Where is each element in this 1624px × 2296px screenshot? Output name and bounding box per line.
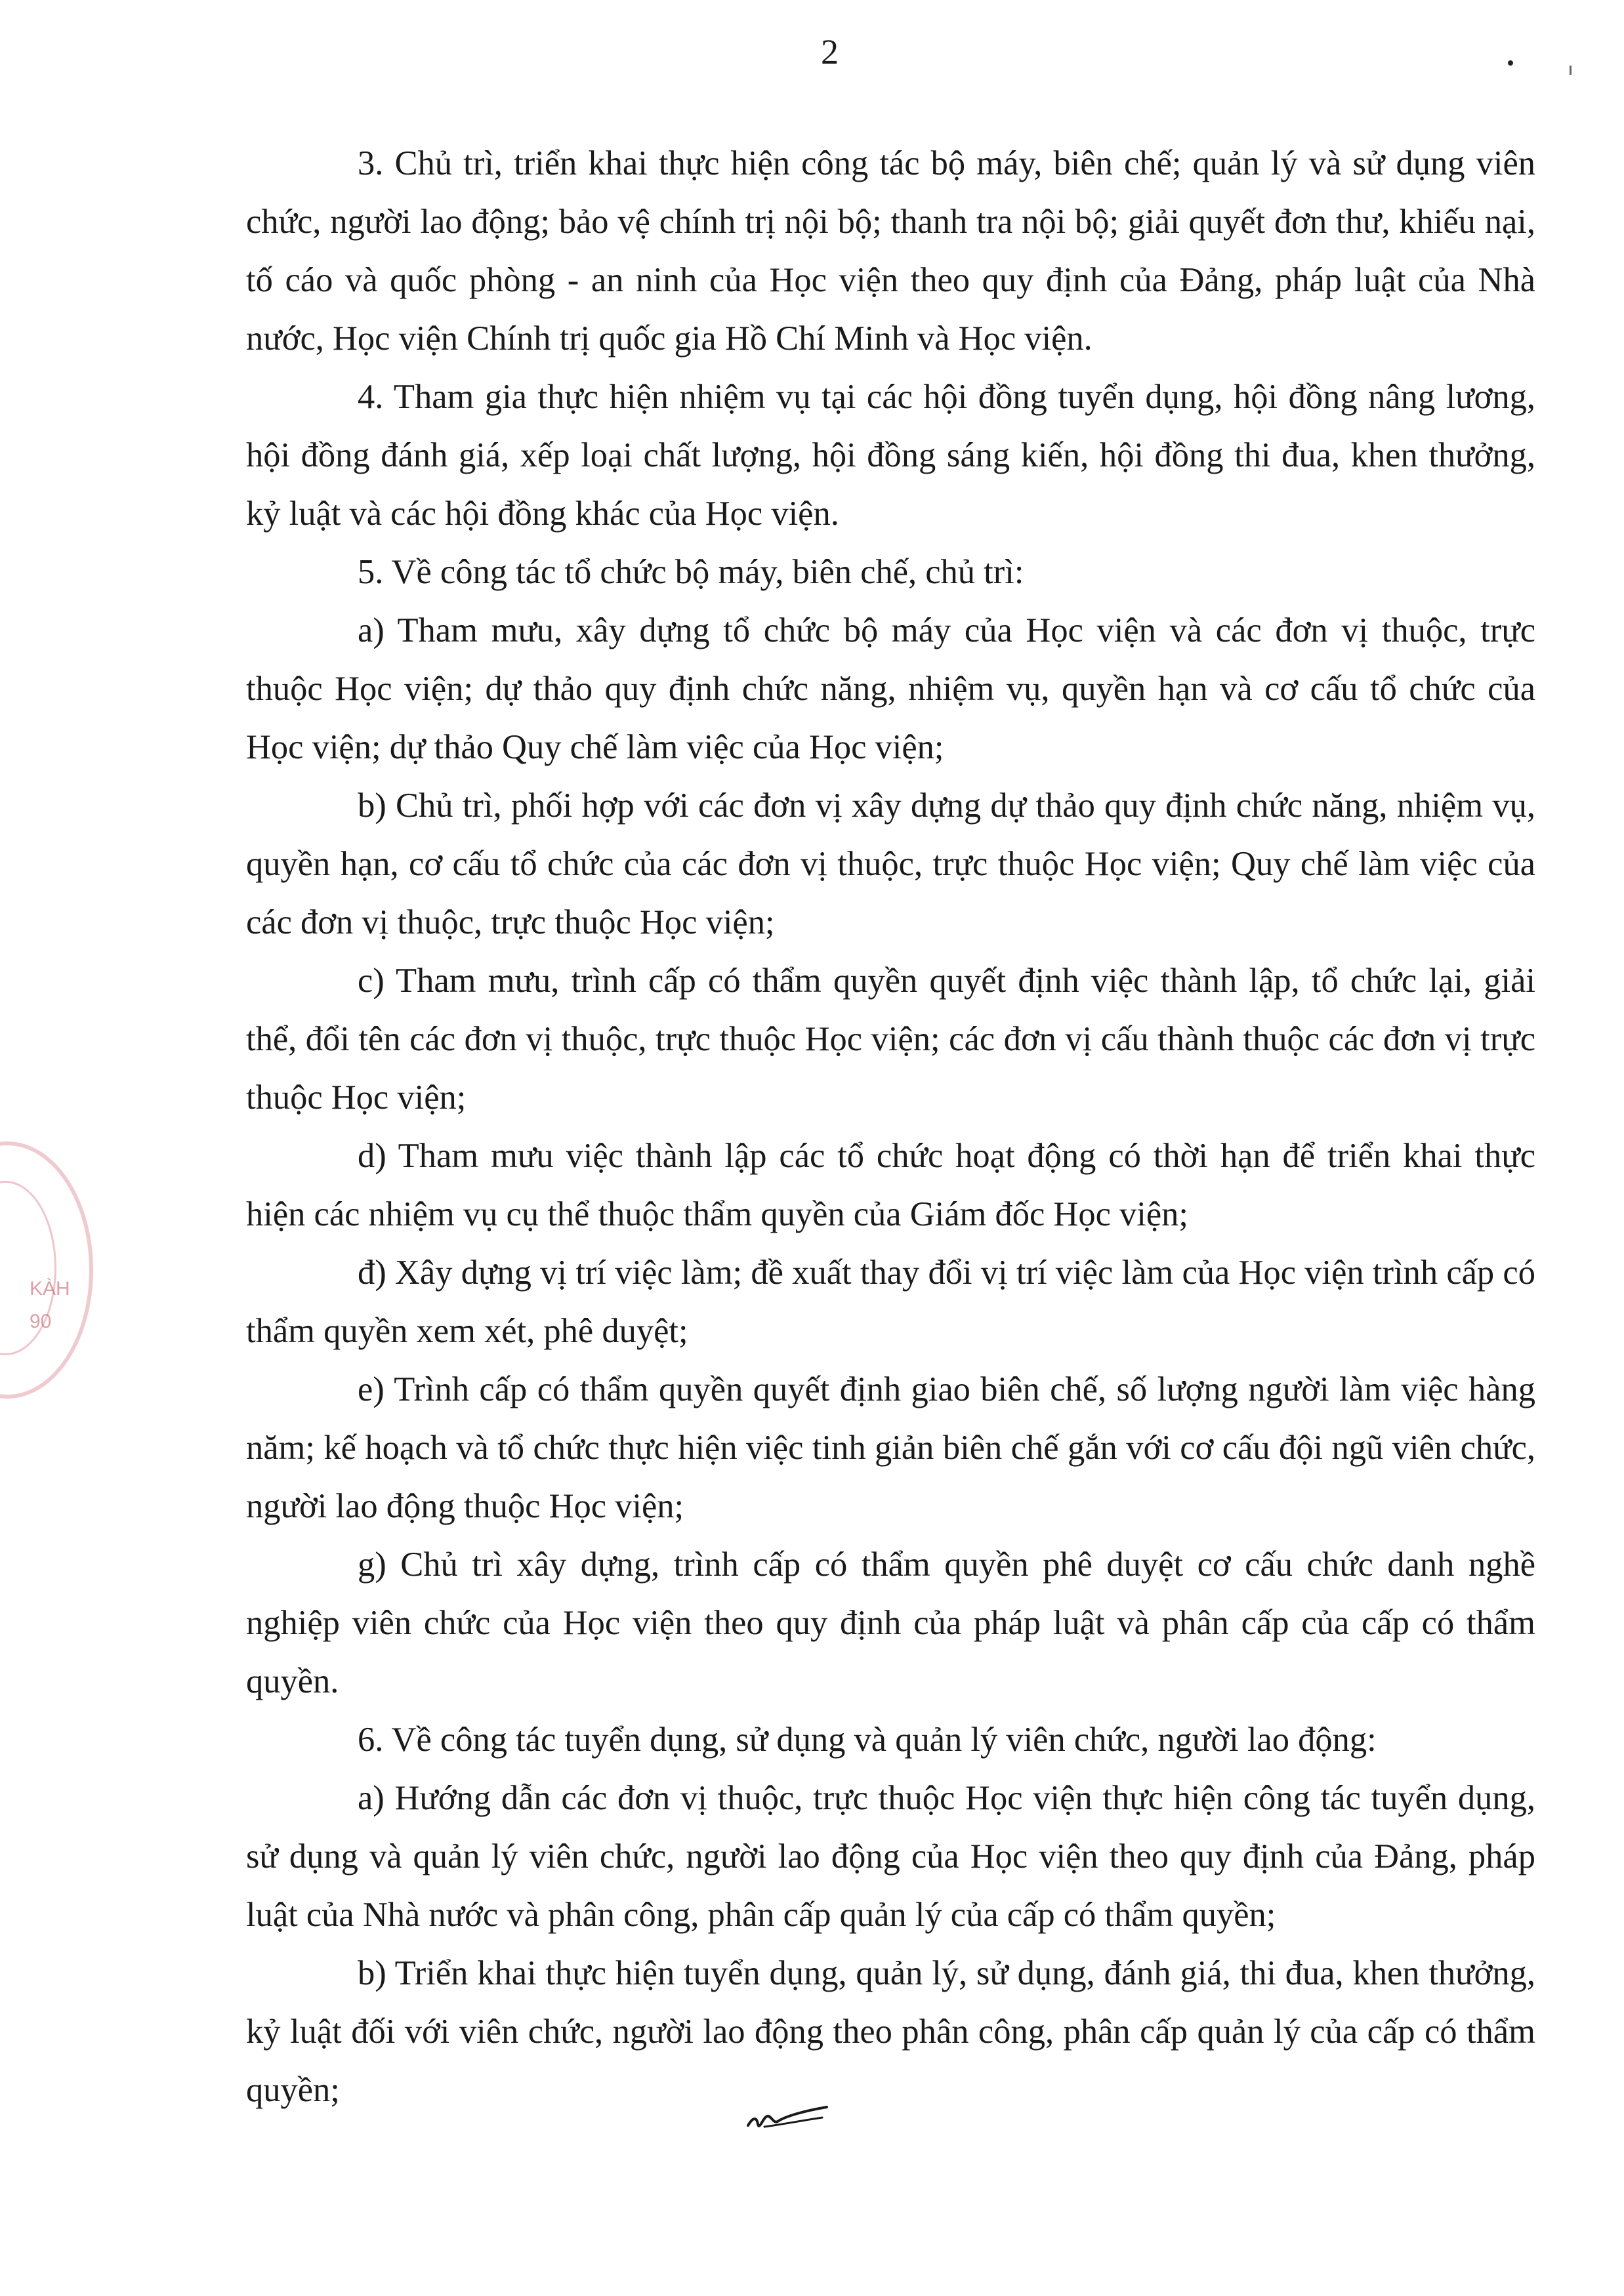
seal-text-line: KÀH — [30, 1278, 70, 1300]
paragraph-6a: a) Hướng dẫn các đơn vị thuộc, trực thuộc Học viện thực hiện công tác tuyển dụng, sử dụng và quản lý viên chức, người lao động của Học viện theo quy định của Đảng, pháp luật của Nhà nước và phân công, phân cấp quản lý của cấp có thẩm quyền; — [246, 1779, 1535, 1934]
scan-speck — [1570, 66, 1572, 75]
paragraph-5dd: đ) Xây dựng vị trí việc làm; đề xuất thay đổi vị trí việc làm của Học viện trình cấp có thẩm quyền xem xét, phê duyệt; — [246, 1254, 1535, 1350]
initials-signature — [745, 2098, 830, 2137]
paragraph-3: 3. Chủ trì, triển khai thực hiện công tác bộ máy, biên chế; quản lý và sử dụng viên chức, người lao động; bảo vệ chính trị nội bộ; thanh tra nội bộ; giải quyết đơn thư, khiếu nại, tố cáo và quốc phòng - an ninh của Học viện theo quy định của Đảng, pháp luật của Nhà nước, Học viện Chính trị quốc gia Hồ Chí Minh và Học viện. — [246, 144, 1535, 358]
paragraph-5b: b) Chủ trì, phối hợp với các đơn vị xây dựng dự thảo quy định chức năng, nhiệm vụ, quyền hạn, cơ cấu tổ chức của các đơn vị thuộc, trực thuộc Học viện; Quy chế làm việc của các đơn vị thuộc, trực thuộc Học viện; — [246, 787, 1535, 941]
seal-text-line: 90 — [30, 1311, 52, 1332]
paragraph-5g: g) Chủ trì xây dựng, trình cấp có thẩm quyền phê duyệt cơ cấu chức danh nghề nghiệp viên chức của Học viện theo quy định của pháp luật và phân cấp của cấp có thẩm quyền. — [246, 1546, 1535, 1700]
paragraph-5: 5. Về công tác tổ chức bộ máy, biên chế, chủ trì: — [358, 553, 1024, 591]
paragraph-6b: b) Triển khai thực hiện tuyển dụng, quản lý, sử dụng, đánh giá, thi đua, khen thưởng, kỷ luật đối với viên chức, người lao động theo phân công, phân cấp quản lý của cấp có thẩm quyền; — [246, 1954, 1535, 2109]
page-number: 2 — [821, 32, 839, 72]
paragraph-6: 6. Về công tác tuyển dụng, sử dụng và quản lý viên chức, người lao động: — [358, 1721, 1377, 1759]
seal-text — [30, 1273, 70, 1338]
paragraph-4: 4. Tham gia thực hiện nhiệm vụ tại các hội đồng tuyển dụng, hội đồng nâng lương, hội đồng đánh giá, xếp loại chất lượng, hội đồng sáng kiến, hội đồng thi đua, khen thưởng, kỷ luật và các hội đồng khác của Học viện. — [246, 378, 1535, 533]
paragraph-5d: d) Tham mưu việc thành lập các tổ chức hoạt động có thời hạn để triển khai thực hiện các nhiệm vụ cụ thể thuộc thẩm quyền của Giám đốc Học viện; — [246, 1137, 1535, 1233]
document-body — [246, 134, 1535, 2120]
paragraph-5c: c) Tham mưu, trình cấp có thẩm quyền quyết định việc thành lập, tổ chức lại, giải thể, đổi tên các đơn vị thuộc, trực thuộc Học viện; các đơn vị cấu thành thuộc các đơn vị trực thuộc Học viện; — [246, 962, 1535, 1117]
paragraph-5e: e) Trình cấp có thẩm quyền quyết định giao biên chế, số lượng người làm việc hàng năm; kế hoạch và tổ chức thực hiện việc tinh giản biên chế gắn với cơ cấu đội ngũ viên chức, người lao động thuộc Học viện; — [246, 1370, 1535, 1525]
scan-speck — [1508, 60, 1513, 66]
paragraph-5a: a) Tham mưu, xây dựng tổ chức bộ máy của Học viện và các đơn vị thuộc, trực thuộc Học viện; dự thảo quy định chức năng, nhiệm vụ, quyền hạn và cơ cấu tổ chức của Học viện; dự thảo Quy chế làm việc của Học viện; — [246, 611, 1535, 766]
